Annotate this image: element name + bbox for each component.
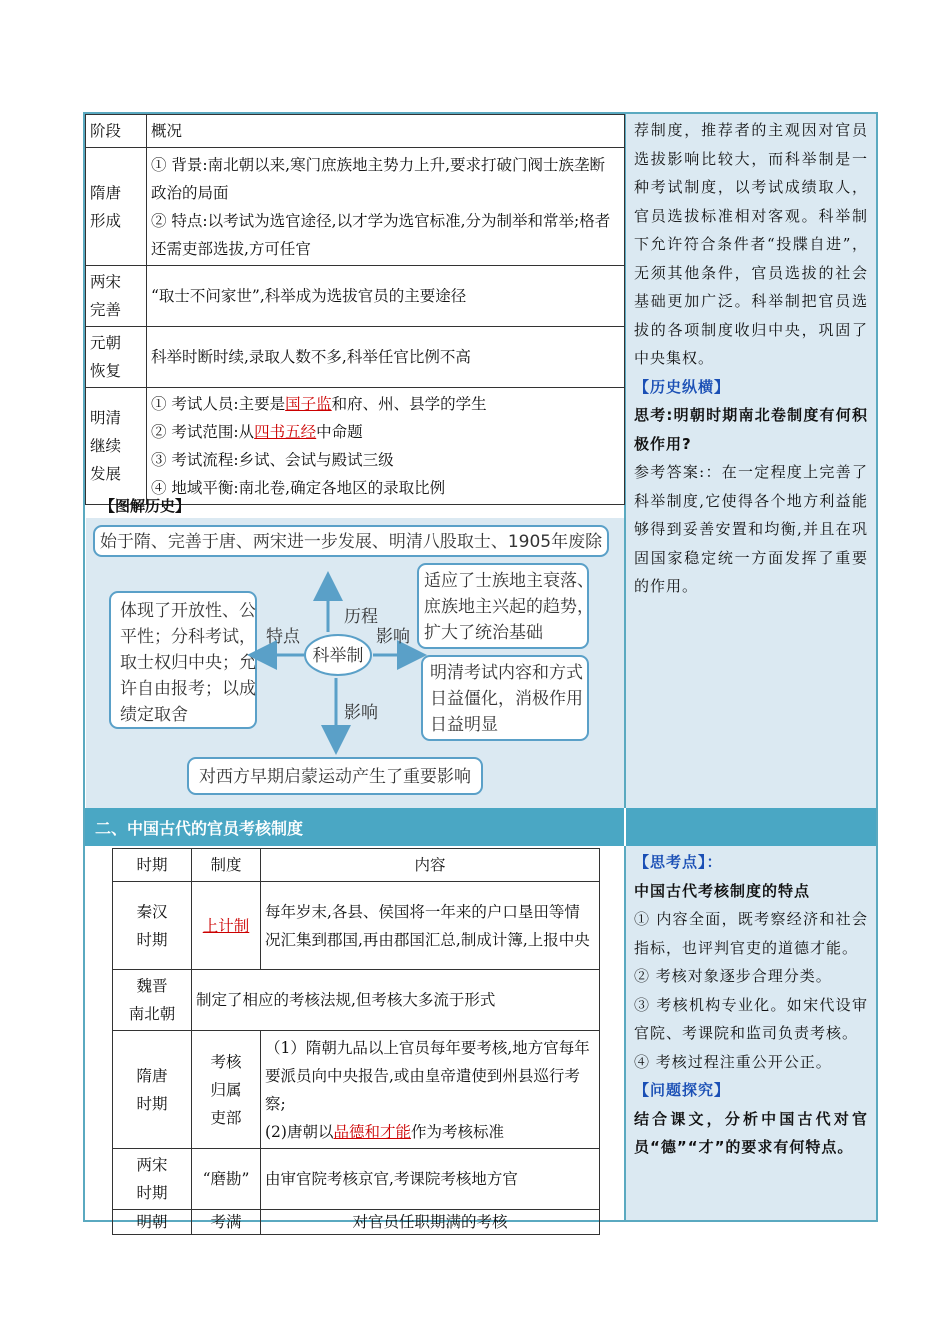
content-cell: 科举时断时续,录取人数不多,科举任官比例不高 [147,327,625,388]
sidebar-notes-bottom [626,846,876,1220]
header-content: 内容 [261,849,600,882]
assessment-table [112,848,600,1235]
side-paragraph: 荐制度，推荐者的主观因对官员选拔影响比较大，而科举制是一种考试制度，以考试成绩取人，官员选拔标准相对客观。科举制下允许符合条件者“投牒自进”，无须其他条件，官员选拔的社会基础更加广泛。科举制把官员选拔的各项制度收归中央，巩固了中央集权。 [634,121,868,367]
keju-stage-table [85,114,625,505]
content-cell [147,388,625,505]
header-period: 时期 [113,849,192,882]
keju-diagram [86,518,624,808]
row-line: ① 考试人员:主要是国子监和府、州、县学的学生 [151,395,487,413]
row-line: (2)唐朝以品德和才能作为考核标准 [265,1122,504,1141]
system-cell: “磨勘” [192,1149,261,1210]
history-heading: 【历史纵横】 [634,377,731,396]
inquiry-question: 结合课文，分析中国古代对官员“德”“才”的要求有何特点。 [634,1109,868,1156]
content-cell: 由审官院考核京官,考课院考核地方官 [261,1149,600,1210]
thinking-heading: 【思考点】： [634,853,723,871]
system-cell: 考核 归属 吏部 [192,1031,261,1149]
stage-cell: 明清 继续 发展 [86,388,147,505]
header-system: 制度 [192,849,261,882]
header-stage: 阶段 [86,115,147,148]
content-cell: 对官员任职期满的考核 [261,1210,600,1235]
diagram-svg [86,518,624,808]
row-line: ② 考试范围:从四书五经中命题 [151,423,363,441]
period-cell: 明朝 [113,1210,192,1235]
features-title: 中国古代考核制度的特点 [634,881,811,900]
think-question: 思考:明朝时期南北卷制度有何积极作用? [634,406,868,453]
section-band [85,808,876,846]
period-cell: 秦汉 时期 [113,882,192,970]
feature-item: ① 内容全面，既考察经济和社会指标，也评判官吏的道德才能。 [634,910,868,957]
content-cell: “取士不问家世”,科举成为选拔官员的主要途径 [147,266,625,327]
content-cell [261,1031,600,1149]
period-cell: 隋唐 时期 [113,1031,192,1149]
center-text: 科举制 [312,646,364,666]
stage-cell: 两宋 完善 [86,266,147,327]
period-cell: 魏晋 南北朝 [113,970,192,1031]
sidebar-notes-top [626,114,876,808]
system-cell: 考满 [192,1210,261,1235]
right-top-text: 适应了士族地主衰落、 庶族地主兴起的趋势， 扩大了统治基础 [424,571,594,643]
row-line: ④ 地域平衡:南北卷,确定各地区的录取比例 [151,479,446,497]
right-bottom-text: 明清考试内容和方式 日益僵化，消极作用 日益明显 [430,663,583,735]
content-cell [147,148,625,266]
diagram-label: 【图解历史】 [100,497,191,515]
system-cell: 上计制 [192,882,261,970]
feature-item: ③ 考核机构专业化。如宋代设审官院、考课院和监司负责考核。 [634,995,868,1042]
row-line: ③ 考试流程:乡试、会试与殿试三级 [151,451,394,469]
band-divider [624,808,626,846]
label-down: 影响 [344,703,378,723]
top-box-text: 始于隋、完善于唐、两宋进一步发展、明清八股取士、1905年废除 [99,532,603,552]
bottom-box-text: 对西方早期启蒙运动产生了重要影响 [199,767,471,787]
feature-item: ② 考核对象逐步合理分类。 [634,967,832,985]
feature-item: ④ 考核过程注重公开公正。 [634,1052,832,1071]
row-line: ② 特点:以考试为选官途径,以才学为选官标准,分为制举和常举;格者还需吏部选拔,方可任官 [151,211,611,258]
header-overview: 概况 [147,115,625,148]
period-cell: 两宋 时期 [113,1149,192,1210]
reference-answer: 参考答案:：在一定程度上完善了科举制度,它使得各个地方利益能够得到妥善安置和均衡,并且在巩固国家稳定统一方面发挥了重要的作用。 [634,463,868,595]
inquiry-heading: 【问题探究】 [634,1081,731,1099]
label-right: 影响 [376,627,410,647]
label-up: 历程 [344,607,378,627]
row-line: ① 背景:南北朝以来,寒门庶族地主势力上升,要求打破门阀士族垄断政治的局面 [151,155,606,202]
content-cell: 每年岁末,各县、侯国将一年来的户口垦田等情况汇集到郡国,再由郡国汇总,制成计簿,上报中央 [261,882,600,970]
stage-cell: 隋唐 形成 [86,148,147,266]
row-line: （1）隋朝九品以上官员每年要考核,地方官每年要派员向中央报告,或由皇帝遣使到州县巡行考察; [265,1038,590,1113]
label-left: 特点 [266,627,300,647]
left-box-text: 体现了开放性、公 平性；分科考试， 取士权归中央；允 许自由报考；以成 绩定取舍 [120,601,256,725]
content-cell: 制定了相应的考核法规,但考核大多流于形式 [192,970,600,1031]
stage-cell: 元朝 恢复 [86,327,147,388]
section-title: 二、中国古代的官员考核制度 [95,819,304,838]
